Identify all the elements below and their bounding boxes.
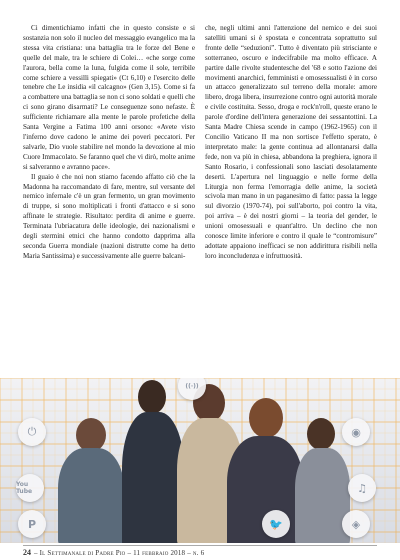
left-column <box>23 24 195 376</box>
left-paragraph-2: Il guaio è che noi non stiamo facendo affatto ciò che la Madonna ha raccomandato di fare, mentre, sul versante del nemico infernale c'è un gran fermento, un gran movimento di truppe, si sono moltiplicati i fronti d'attacco e si sono affinate le strategie. Risultato: perdita di anime e guerre. Terminata l'ubriacatura delle ideologie, dei nazionalismi e degli stermini etnici che hanno condotto dapprima alla seconda Guerra mondiale (nazioni distrutte come ha detto Maria Santissima) e successivamente alle guerre balcani- <box>23 172 195 260</box>
right-column <box>205 24 377 376</box>
rss-icon: ◉ <box>342 418 370 446</box>
page-number: 24 <box>23 548 31 557</box>
youtube-icon: You Tube <box>16 474 44 502</box>
music-icon: ♫ <box>348 474 376 502</box>
social-media-photo <box>0 378 400 543</box>
power-icon: ⏻ <box>18 418 46 446</box>
gamepad-icon: ◈ <box>342 510 370 538</box>
twitter-icon: 🐦 <box>262 510 290 538</box>
article-columns <box>23 24 377 376</box>
left-paragraph-1: Ci dimentichiamo infatti che in questo consiste e si sostanzia non solo il nucleo del messaggio evangelico ma la stessa vita cristiana: una battaglia tra le forze del Bene e quelle del male, tra le schiere di Colei… «che sorge come l'aurora, bella come la luna, fulgida come il sole, terribile come schiere a vessilli spiegati» (Ct 6,10) e l'esercito delle tenebre che Le insidia «il calcagno» (Gen 3,15). Come si fa a combattere una battaglia se non ci sono soldati e quelli che ci sono girano disarmati? Le conseguenze sono nefaste. È sufficiente richiamare alla mente le parole profetiche della Santa Vergine a Fatima 100 anni orsono: «Avete visto l'inferno dove cadono le anime dei poveri peccatori. Per salvarle, Dio vuole stabilire nel mondo la devozione al mio Cuore Immacolato. Se faranno quel che vi dirò, molte anime si salveranno e avranno pace». <box>23 24 195 171</box>
publication-info: – Il Settimanale di Padre Pio – 11 febbraio 2018 – n. 6 <box>34 549 205 557</box>
person-left <box>56 408 126 543</box>
wifi-icon: ((·)) <box>178 378 206 400</box>
page-footer <box>0 543 400 560</box>
footer-rule <box>23 545 377 546</box>
right-paragraph-1: che, negli ultimi anni l'attenzione del nemico e dei suoi satelliti umani si è spostata e concentrata soprattutto sul fronte delle “seduzioni”. Tutto è diventato più strisciante e sotterraneo, oscuro e indecifrabile ma molto efficace. A partire dalle rivolte studentesche del '68 e sotto l'azione dei movimenti anarchici, femministi e omosessualisti è in corso un attacco generalizzato sul terreno della morale: amore libero, droga libera, insurrezione contro ogni autorità morale e civile costituita. Sesso, droga e rock'n'roll, queste erano le parole d'ordine dell'intera generazione dei sessantottini. La Santa Madre Chiesa scende in campo (1962-1965) con il Concilio Vaticano II ma non sortisce l'effetto sperato, è interpretato male: la gente continua ad allontanarsi dalla fede, non va più in chiesa, abbandona la preghiera, ignora il Santo Rosario, i confessionali sono lasciati desolatamente deserti. L'apertura nel linguaggio e nelle forme della Liturgia non ferma l'emorragia delle anime, la società scivola man mano in un paganesimo di fatto: passa la legge sul divorzio (1970-74), poi sull'aborto, poi contro la vita, poi arriva – è dei nostri giorni – la teoria del gender, le unioni omosessuali e quant'altro. Un declino che non conosce limite inferiore e contro il quale le “contromisure” adottate appaiono inefficaci se non addirittura risibili nella loro inconcludenza e infruttuosità. <box>205 24 377 260</box>
pinterest-icon: P <box>18 510 46 538</box>
footer-text <box>23 548 204 557</box>
